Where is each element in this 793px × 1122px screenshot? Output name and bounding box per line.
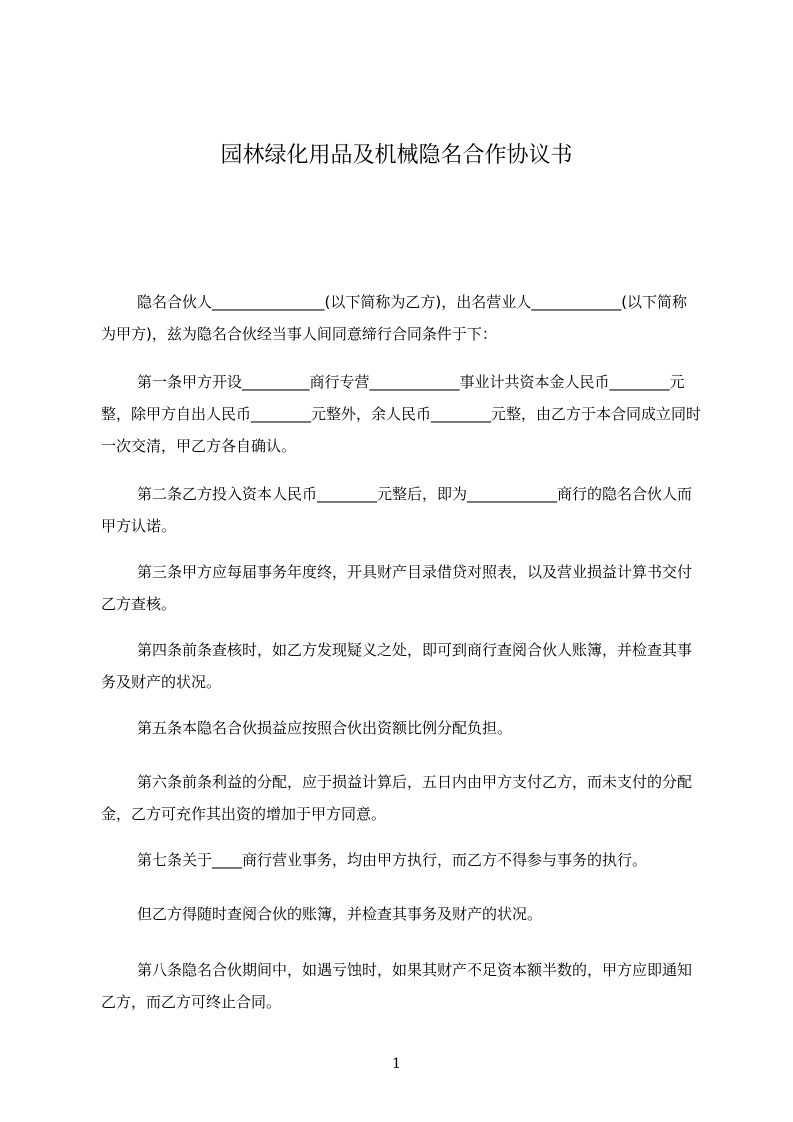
paragraph-article-1: 第一条甲方开设_________商行专营____________事业计共资本金人民币________元整，除甲方自出人民币________元整外，余人民币________元整，由乙方于本合同成立同时一次交清，甲乙方各自确认。: [101, 373, 702, 455]
paragraph-article-2: 第二条乙方投入资本人民币________元整后，即为____________商行的隐名合伙人而甲方认诺。: [101, 485, 693, 535]
paragraph-article-7-continued: 但乙方得随时查阅合伙的账簿，并检查其事务及财产的状况。: [137, 905, 543, 923]
document-title: 园林绿化用品及机械隐名合作协议书: [220, 143, 573, 168]
paragraph-article-4: 第四条前条查核时，如乙方发现疑义之处，即可到商行查阅合伙人账簿，并检查其事务及财产的状况。: [101, 641, 693, 691]
paragraph-article-8: 第八条隐名合伙期间中，如遇亏蚀时，如果其财产不足资本额半数的，甲方应即通知乙方，而乙方可终止合同。: [101, 961, 693, 1011]
page-number: 1: [392, 1056, 401, 1072]
paragraph-article-3: 第三条甲方应每届事务年度终，开具财产目录借贷对照表，以及营业损益计算书交付乙方查核。: [101, 563, 693, 613]
paragraph-preamble: 隐名合伙人_______________(以下简称为乙方)，出名营业人____________(以下简称为甲方)，兹为隐名合伙经当事人间同意缔行合同条件于下：: [101, 293, 688, 343]
paragraph-article-5: 第五条本隐名合伙损益应按照合伙出资额比例分配负担。: [137, 719, 513, 737]
paragraph-article-6: 第六条前条利益的分配，应于损益计算后，五日内由甲方支付乙方，而未支付的分配金，乙方可充作其出资的增加于甲方同意。: [101, 773, 693, 823]
paragraph-article-7: 第七条关于____商行营业事务，均由甲方执行，而乙方不得参与事务的执行。: [137, 851, 648, 869]
